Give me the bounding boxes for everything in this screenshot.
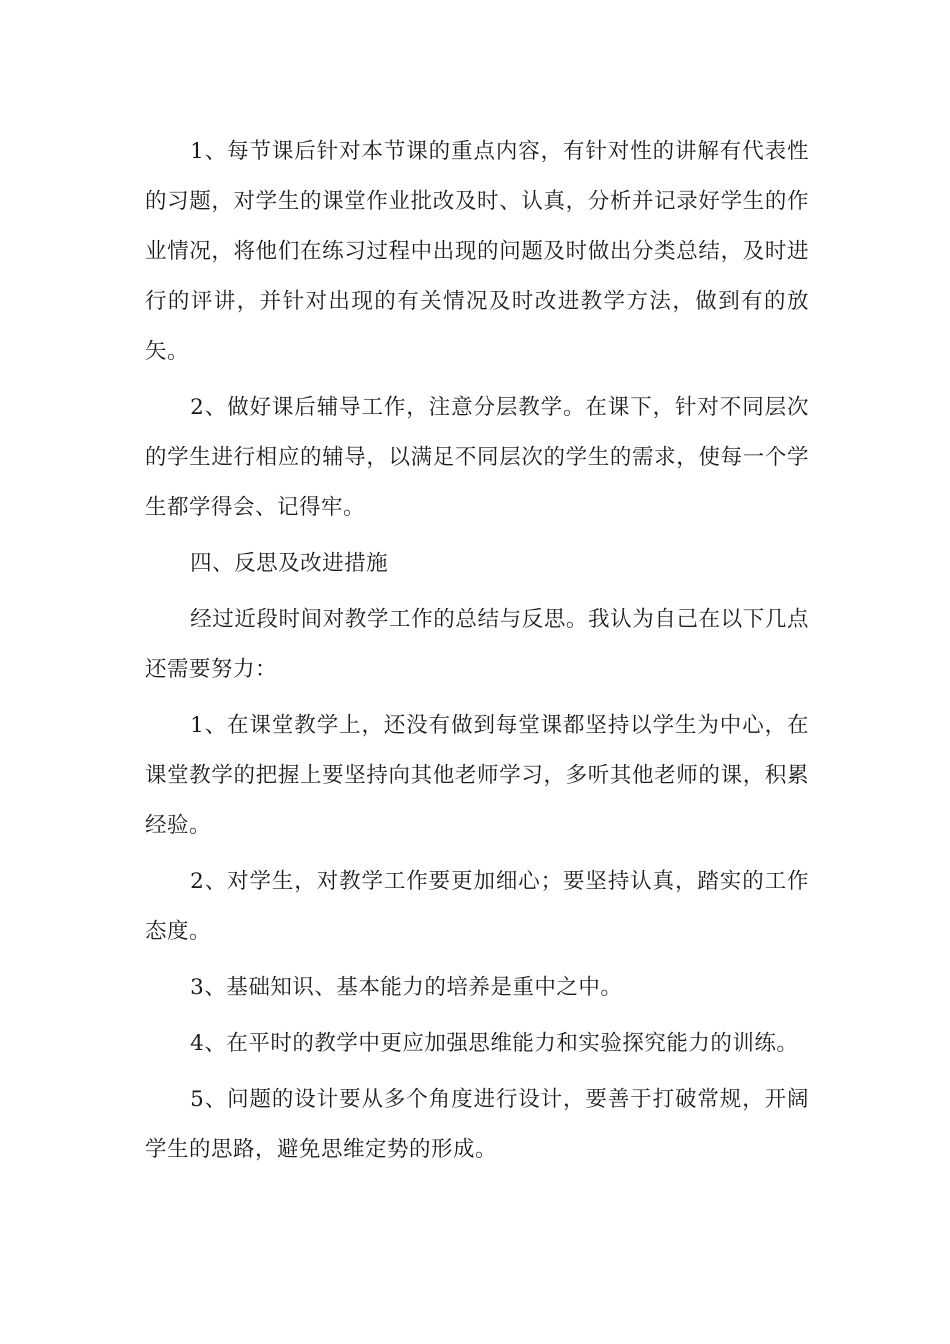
paragraph-improvement-4: 4、在平时的教学中更应加强思维能力和实验探究能力的训练。 (190, 1031, 799, 1056)
paragraph-after-class-tutoring: 2、做好课后辅导工作，注意分层教学。在课下，针对不同层次的学生进行相应的辅导，以满足不同层次的学生的需求，使每一个学生都学得会、记得牢。 (145, 395, 809, 520)
paragraph-improvement-2: 2、对学生，对教学工作要更加细心；要坚持认真，踏实的工作态度。 (145, 869, 809, 944)
paragraph-homework-review: 1、每节课后针对本节课的重点内容，有针对性的讲解有代表性的习题，对学生的课堂作业批改及时、认真，分析并记录好学生的作业情况，将他们在练习过程中出现的问题及时做出分类总结，及时进行的评讲，并针对出现的有关情况及时改进教学方法，做到有的放矢。 (145, 139, 809, 364)
paragraph-improvement-5: 5、问题的设计要从多个角度进行设计，要善于打破常规，开阔学生的思路，避免思维定势的形成。 (145, 1087, 809, 1162)
paragraph-improvement-1: 1、在课堂教学上，还没有做到每堂课都坚持以学生为中心，在课堂教学的把握上要坚持向其他老师学习，多听其他老师的课，积累经验。 (145, 713, 809, 838)
document-body (145, 127, 809, 1181)
paragraph-reflection-intro: 经过近段时间对教学工作的总结与反思。我认为自己在以下几点还需要努力： (145, 607, 809, 682)
paragraph-improvement-3: 3、基础知识、基本能力的培养是重中之中。 (190, 975, 623, 1000)
section-heading-reflection: 四、反思及改进措施 (190, 551, 389, 576)
